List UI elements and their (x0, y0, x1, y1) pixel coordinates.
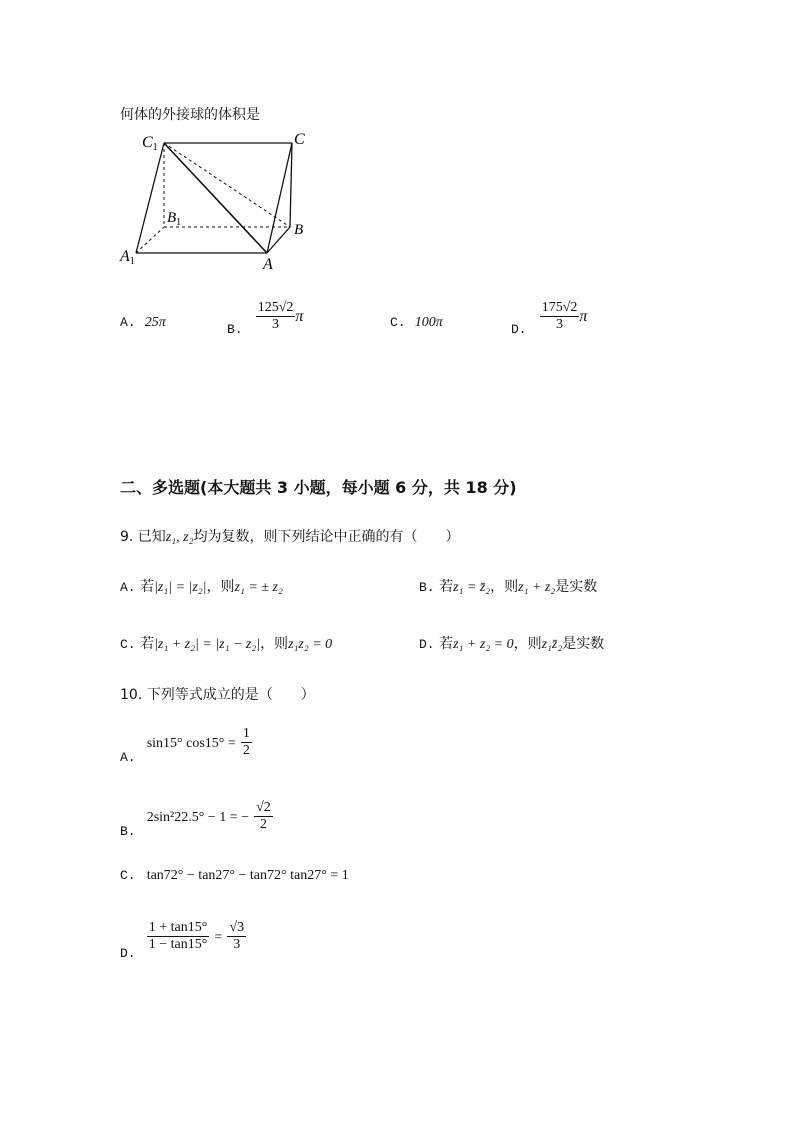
q10-option-d[interactable]: $_{D.}$ $\frac{1 + \tan 15^\circ}{1 - \tan 15^\circ}$ = $\frac{√3}{3}$ (120, 920, 245, 961)
q9-stem: 9. 已知z₁, z₂均为复数，则下列结论中正确的有（ ） (120, 529, 460, 545)
label-c1: C1 (142, 134, 158, 153)
q8-option-c[interactable]: C. 100π (390, 315, 443, 330)
label-b: B (294, 222, 304, 238)
label-a1: A1 (120, 248, 135, 267)
label-a: A (263, 256, 273, 273)
q9-option-b[interactable]: B. 若z₁ = z̄₂，则z₁ + z₂是实数 (419, 579, 598, 595)
edge-a1-b1 (136, 227, 164, 253)
q8-option-d[interactable]: $_{D.}$ $\frac{175√2}{3}$ π (511, 300, 588, 337)
q10-stem: 10. 下列等式成立的是（ ） (120, 687, 315, 703)
q10-option-a[interactable]: $_{A.}$ sin15° cos15° = $\frac{1}{2}$ (120, 726, 250, 765)
q8-option-b[interactable]: $_{B.}$ $\frac{125√2}{3}$ π (227, 300, 304, 337)
edge-c1-a1 (136, 143, 164, 253)
label-c: C (294, 131, 305, 148)
edge-c-b (290, 143, 292, 227)
q10-option-b[interactable]: $_{B.}$ 2sin²22.5° − 1 = − $\frac{√2}{2}$ (120, 800, 271, 839)
label-b1: $B_1$ (167, 210, 182, 228)
prism-figure (112, 124, 322, 274)
edge-c1-b (164, 143, 290, 227)
q9-option-a[interactable]: A. 若|z₁| = |z₂|，则z₁ = ± z₂ (120, 579, 283, 595)
q9-option-c[interactable]: C. 若|z₁ + z₂| = |z₁ − z₂|，则z₁z₂ = 0 (120, 636, 333, 652)
q10-option-c[interactable]: C. tan72° − tan27° − tan72° tan27° = 1 (120, 868, 349, 883)
intro-text: 何体的外接球的体积是 (120, 107, 260, 123)
section-heading: 二、多选题(本大题共 3 小题，每小题 6 分，共 18 分) (120, 478, 517, 497)
edge-c-a (267, 143, 292, 253)
q9-option-d[interactable]: D. 若z₁ + z₂ = 0，则z₁z̄₂是实数 (419, 636, 605, 652)
edge-c1-a (164, 143, 267, 253)
q8-option-a[interactable]: A. 25π (120, 315, 166, 330)
